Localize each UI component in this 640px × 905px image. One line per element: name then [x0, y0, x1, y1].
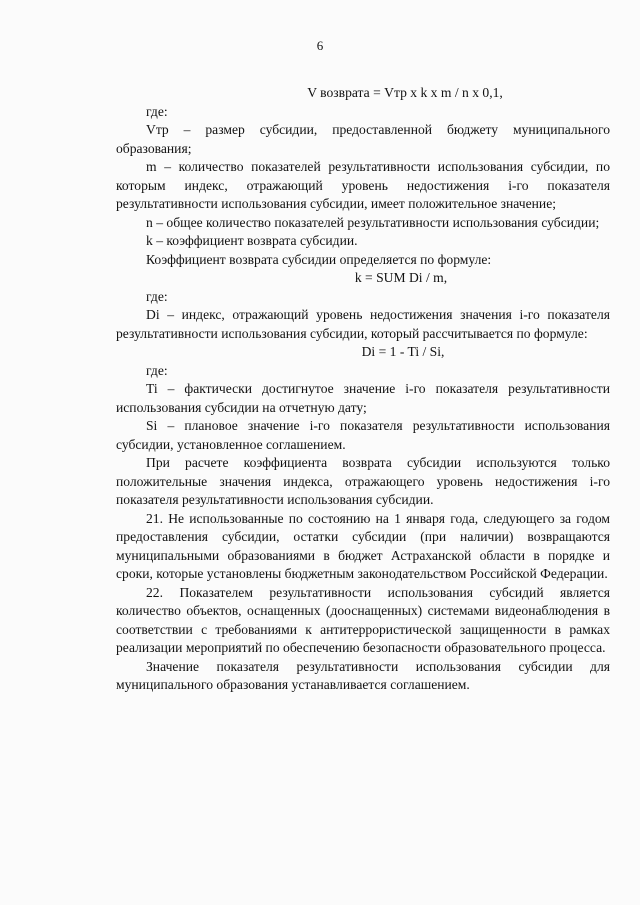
clause-21: 21. Не использованные по состоянию на 1 января года, следующего за годом предоставления субсидии, остатки субсидии (при наличии) возвращаются муниципальными образованиями в бюджет Астраханской области в порядке и сроки, которые установлены бюджетным законодательством Российской Федерации. — [116, 510, 610, 581]
closing-paragraph: Значение показателя результативности использования субсидии для муниципального образования устанавливается соглашением. — [116, 658, 610, 692]
positive-values-note: При расчете коэффициента возврата субсидии используются только положительные значения индекса, отражающего уровень недостижения i-го показателя результативности использования субсидии. — [116, 455, 610, 507]
definition-vtr: Vтр – размер субсидии, предоставленной бюджету муниципального образования; — [116, 122, 610, 156]
page-number: 6 — [316, 38, 324, 53]
formula-di: Di = 1 - Ti / Si, — [361, 344, 445, 359]
definition-n: n – общее количество показателей результативности использования субсидии; — [146, 214, 600, 230]
definition-k: k – коэффициент возврата субсидии. — [146, 233, 358, 248]
definition-di: Di – индекс, отражающий уровень недостижения значения i-го показателя результативности использования субсидии, который рассчитывается по формуле: — [116, 307, 610, 341]
formula-refund: V возврата = Vтр x k x m / n x 0,1, — [307, 85, 503, 100]
where-label: где: — [146, 288, 168, 304]
where-label: где: — [146, 103, 168, 119]
k-formula-intro: Коэффициент возврата субсидии определяется по формуле: — [146, 251, 492, 267]
formula-k: k = SUM Di / m, — [354, 270, 448, 285]
clause-22: 22. Показателем результативности использования субсидий является количество объектов, оснащенных (дооснащенных) системами видеонаблюдения в соответствии с требованиями к антитеррористической защищенности в рамках реализации мероприятий по обеспечению безопасности образовательного процесса. — [116, 584, 610, 655]
definition-m: m – количество показателей результативности использования субсидии, по которым индекс, отражающий уровень недостижения i-го показателя результативности использования субсидии, имеет положительное значение; — [116, 159, 610, 211]
definition-ti: Ti – фактически достигнутое значение i-го показателя результативности использования субсидии на отчетную дату; — [116, 381, 610, 415]
definition-si: Si – плановое значение i-го показателя результативности использования субсидии, установленное соглашением. — [116, 418, 610, 452]
document-body — [116, 84, 610, 695]
where-label: где: — [146, 362, 168, 378]
